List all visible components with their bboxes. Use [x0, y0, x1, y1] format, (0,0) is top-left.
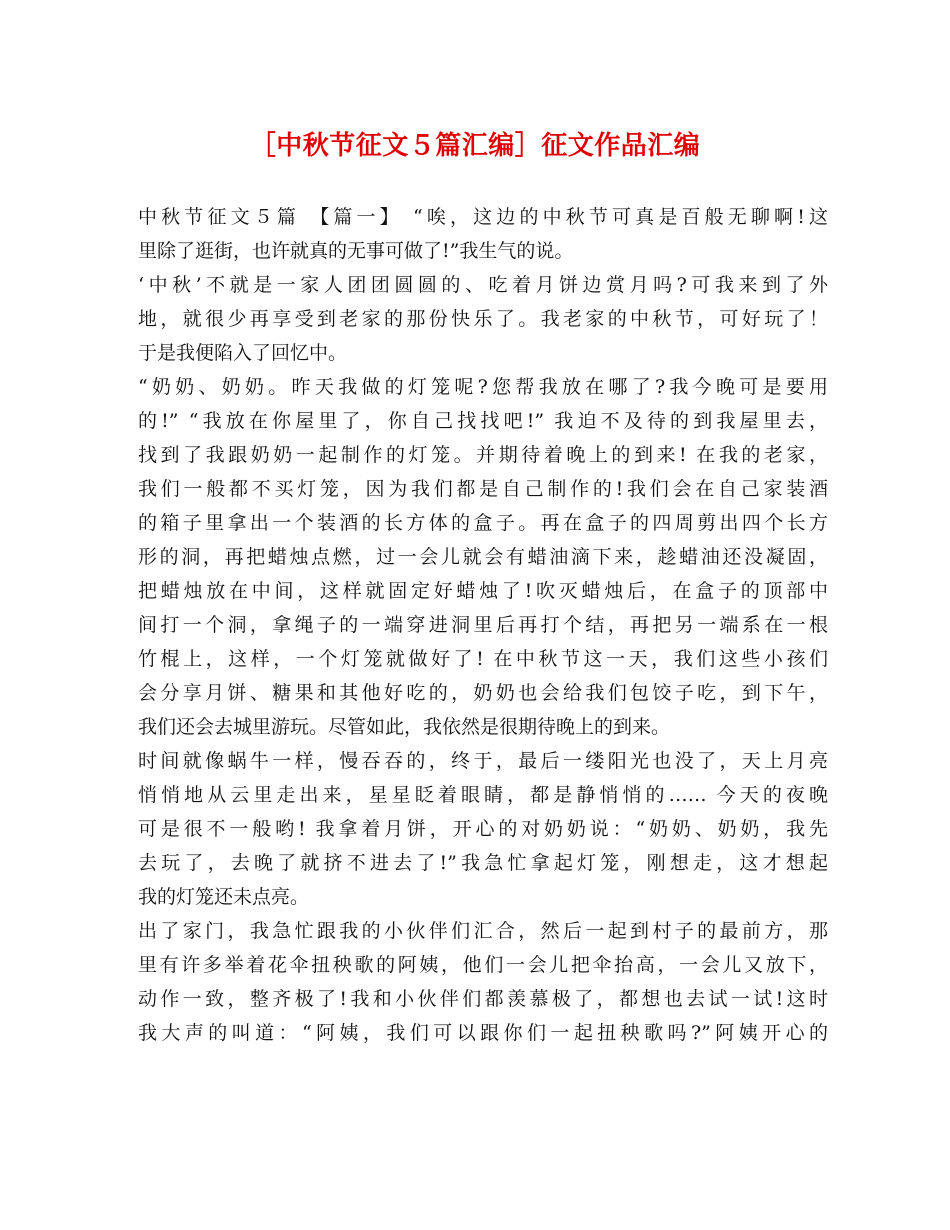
body-line: 地，就很少再享受到老家的那份快乐了。我老家的中秋节，可好玩了！ [138, 308, 828, 330]
body-line: 可是很不一般哟! 我拿着月饼，开心的对奶奶说：“奶奶、奶奶，我先 [138, 818, 828, 840]
body-line: 里有许多举着花伞扭秧歌的阿姨，他们一会儿把伞抬高，一会儿又放下， [138, 954, 828, 976]
body-line: 我们还会去城里游玩。尽管如此，我依然是很期待晚上的到来。 [138, 716, 671, 738]
body-line: 时间就像蜗牛一样，慢吞吞的，终于，最后一缕阳光也没了，天上月亮 [138, 750, 828, 772]
document-title: ［中秋节征文５篇汇编］征文作品汇编 [249, 131, 701, 161]
body-line: 间打一个洞，拿绳子的一端穿进洞里后再打个结，再把另一端系在一根 [138, 614, 828, 636]
body-line: 中秋节征文５篇 【篇一】 “唉，这边的中秋节可真是百般无聊啊!这 [138, 206, 828, 228]
body-line: 我的灯笼还未点亮。 [138, 886, 310, 908]
body-line: 于是我便陷入了回忆中。 [138, 342, 348, 364]
body-line: 动作一致，整齐极了!我和小伙伴们都羡慕极了，都想也去试一试!这时 [138, 988, 828, 1010]
body-line: 把蜡烛放在中间，这样就固定好蜡烛了!吹灭蜡烛后，在盒子的顶部中 [138, 580, 828, 602]
body-line: 形的洞，再把蜡烛点燃，过一会儿就会有蜡油滴下来，趁蜡油还没凝固， [138, 546, 828, 568]
body-line: 找到了我跟奶奶一起制作的灯笼。并期待着晚上的到来! 在我的老家， [138, 444, 828, 466]
document-body [138, 200, 828, 1050]
body-line: ‘中秋’不就是一家人团团圆圆的、吃着月饼边赏月吗?可我来到了外 [138, 274, 828, 296]
body-line: 我大声的叫道：“阿姨，我们可以跟你们一起扭秧歌吗?”阿姨开心的 [138, 1022, 828, 1044]
body-line: 的!” “我放在你屋里了，你自己找找吧!” 我迫不及待的到我屋里去， [138, 410, 828, 432]
body-line: “奶奶、奶奶。昨天我做的灯笼呢?您帮我放在哪了?我今晚可是要用 [138, 376, 828, 398]
body-line: 悄悄地从云里走出来，星星眨着眼睛，都是静悄悄的…… 今天的夜晚 [138, 784, 828, 806]
body-line: 的箱子里拿出一个装酒的长方体的盒子。再在盒子的四周剪出四个长方 [138, 512, 828, 534]
body-line: 我们一般都不买灯笼，因为我们都是自己制作的!我们会在自己家装酒 [138, 478, 828, 500]
body-line: 会分享月饼、糖果和其他好吃的，奶奶也会给我们包饺子吃，到下午， [138, 682, 828, 704]
body-line: 里除了逛街，也许就真的无事可做了!”我生气的说。 [138, 240, 574, 262]
body-line: 去玩了，去晚了就挤不进去了!”我急忙拿起灯笼，刚想走，这才想起 [138, 852, 828, 874]
body-line: 出了家门，我急忙跟我的小伙伴们汇合，然后一起到村子的最前方，那 [138, 920, 828, 942]
body-line: 竹棍上，这样，一个灯笼就做好了! 在中秋节这一天，我们这些小孩们 [138, 648, 828, 670]
